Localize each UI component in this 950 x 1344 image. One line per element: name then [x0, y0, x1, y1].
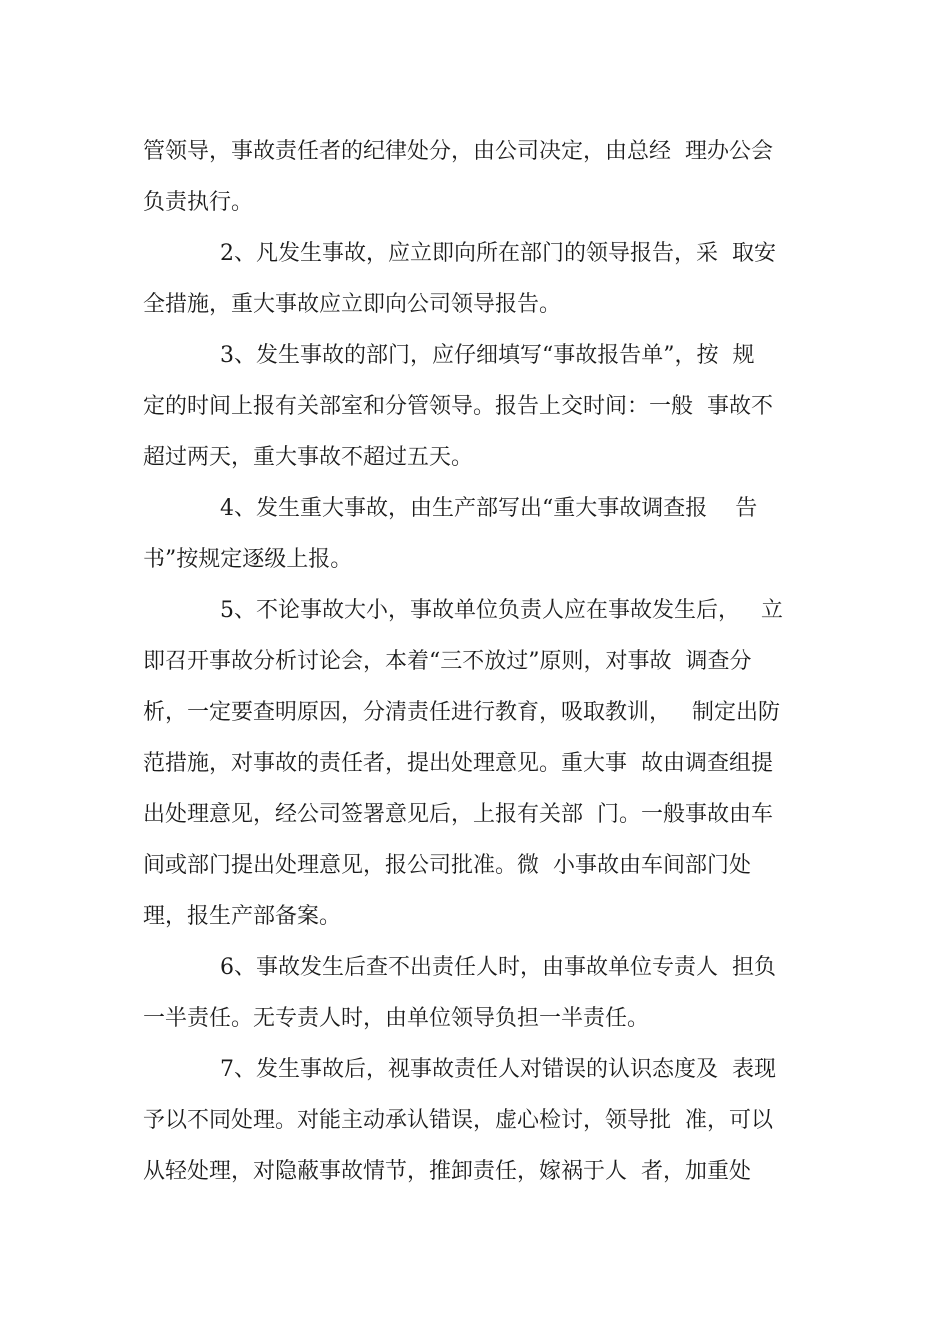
text-line: 全措施，重大事故应立即向公司领导报告。: [143, 292, 562, 317]
paragraph-start-line: 6、事故发生后查不出责任人时，由事故单位专责人 担负: [220, 955, 776, 980]
paragraph-start-line: 4、发生重大事故，由生产部写出“重大事故调查报 告: [220, 496, 758, 521]
text-line: 予以不同处理。对能主动承认错误，虚心检讨，领导批 准，可以: [143, 1108, 773, 1133]
text-line: 一半责任。无专责人时，由单位领导负担一半责任。: [143, 1006, 650, 1031]
text-line: 定的时间上报有关部室和分管领导。报告上交时间：一般 事故不: [143, 394, 773, 419]
text-line: 理，报生产部备案。: [143, 904, 342, 929]
text-line: 负责执行。: [143, 190, 254, 215]
paragraph-start-line: 7、发生事故后，视事故责任人对错误的认识态度及 表现: [220, 1057, 776, 1082]
text-line: 超过两天，重大事故不超过五天。: [143, 445, 474, 470]
text-line: 间或部门提出处理意见，报公司批准。微 小事故由车间部门处: [143, 853, 751, 878]
paragraph-start-line: 2、凡发生事故，应立即向所在部门的领导报告，采 取安: [220, 241, 776, 266]
text-line: 书”按规定逐级上报。: [143, 547, 353, 572]
paragraph-start-line: 3、发生事故的部门，应仔细填写“事故报告单”，按 规: [220, 343, 755, 368]
text-line: 范措施，对事故的责任者，提出处理意见。重大事 故由调查组提: [143, 751, 773, 776]
text-line: 从轻处理，对隐蔽事故情节，推卸责任，嫁祸于人 者，加重处: [143, 1159, 751, 1184]
text-line: 即召开事故分析讨论会，本着“三不放过”原则，对事故 调查分: [143, 649, 752, 674]
paragraph-start-line: 5、不论事故大小，事故单位负责人应在事故发生后， 立: [220, 598, 783, 623]
text-line: 析，一定要查明原因，分清责任进行教育，吸取教训， 制定出防: [143, 700, 780, 725]
text-line: 出处理意见，经公司签署意见后，上报有关部 门。一般事故由车: [143, 802, 773, 827]
text-line: 管领导，事故责任者的纪律处分，由公司决定，由总经 理办公会: [143, 139, 773, 164]
